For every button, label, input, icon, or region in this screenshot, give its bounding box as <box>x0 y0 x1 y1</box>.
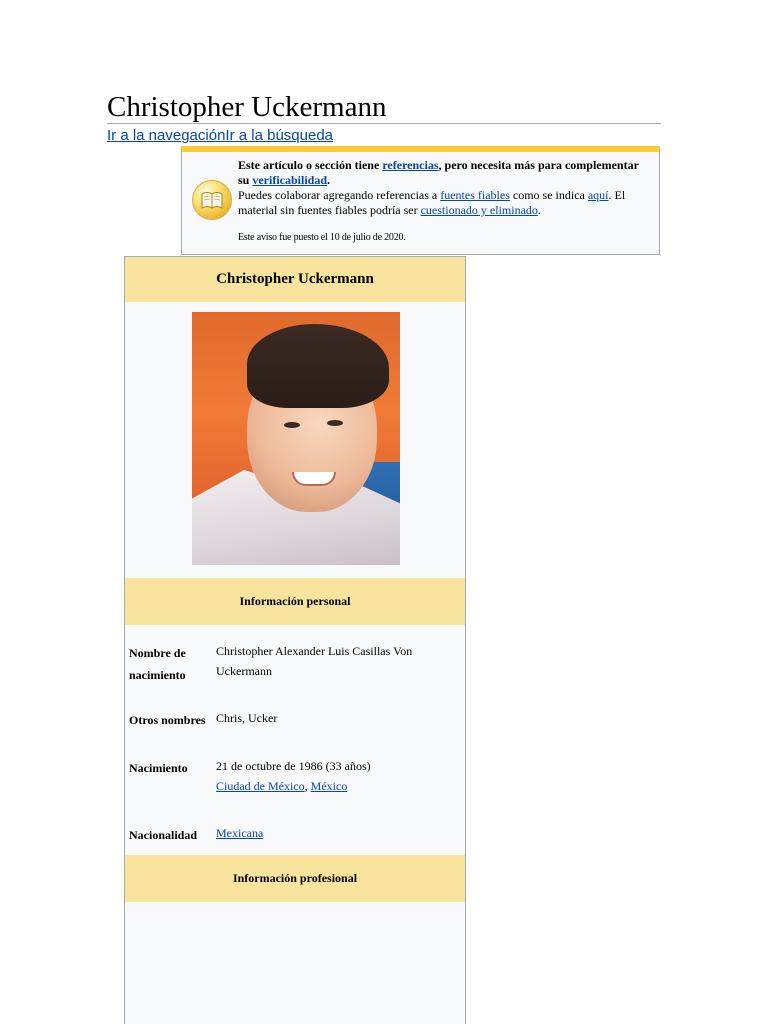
infobox-value-link[interactable]: Ciudad de México <box>216 779 305 793</box>
notice-text-run: , pero necesita más para complementar su <box>238 158 639 187</box>
notice-text-run: Puedes colaborar agregando referencias a <box>238 188 441 202</box>
infobox-value-link[interactable]: Mexicana <box>216 826 264 840</box>
notice-text <box>238 158 650 218</box>
photo-left-eye <box>284 422 300 428</box>
title-divider <box>107 123 661 124</box>
section-header-professional: Información profesional <box>125 855 465 902</box>
notice-text-run: como se indica <box>509 188 588 202</box>
notice-link[interactable]: cuestionado y eliminado <box>420 203 538 217</box>
notice-link[interactable]: fuentes fiables <box>440 188 510 202</box>
notice-text-run: . <box>327 173 331 187</box>
infobox-row-value <box>216 708 456 728</box>
book-icon <box>193 181 231 219</box>
infobox-value-text: Christopher Alexander Luis Casillas Von Uckermann <box>216 644 413 678</box>
infobox-value-link[interactable]: México <box>310 779 348 793</box>
notice-line-needs-references <box>238 158 650 188</box>
notice-date: Este aviso fue puesto el 10 de julio de 2020. <box>238 232 406 243</box>
infobox-row-value <box>216 641 456 681</box>
infobox-row-label: Nacionalidad <box>129 828 198 842</box>
infobox-value-text: Chris, Ucker <box>216 711 278 725</box>
notice-text-run: . <box>537 203 541 217</box>
infobox-row-label: Nacimiento <box>129 761 188 775</box>
notice-text-run: . El material sin fuentes fiables podría ser <box>238 188 626 217</box>
notice-link[interactable]: referencias <box>382 158 439 172</box>
notice-text-run: Este artículo o sección tiene <box>238 158 383 172</box>
page-title: Christopher Uckermann <box>107 91 387 123</box>
infobox-value-text: , <box>304 779 311 793</box>
jump-to-navigation-link[interactable]: Ir a la navegación <box>107 127 226 144</box>
photo-hair <box>247 324 389 408</box>
references-notice-box <box>181 146 660 255</box>
infobox <box>124 256 466 1024</box>
infobox-row-value <box>216 823 456 843</box>
photo-right-eye <box>327 420 343 426</box>
jump-to-search-link[interactable]: Ir a la búsqueda <box>225 127 333 144</box>
jump-links <box>107 126 333 146</box>
infobox-value-text: 21 de octubre de 1986 (33 años) <box>216 759 371 773</box>
notice-line-how-to-help <box>238 188 650 218</box>
notice-link[interactable]: aquí <box>587 188 609 202</box>
infobox-row-label: Otros nombres <box>129 713 206 727</box>
infobox-row-label: Nombre de nacimiento <box>129 646 186 682</box>
infobox-row-value <box>216 756 456 796</box>
section-header-personal: Información personal <box>125 578 465 625</box>
infobox-title: Christopher Uckermann <box>125 257 465 302</box>
notice-link[interactable]: verificabilidad <box>252 173 328 187</box>
portrait-photo[interactable] <box>192 312 400 565</box>
